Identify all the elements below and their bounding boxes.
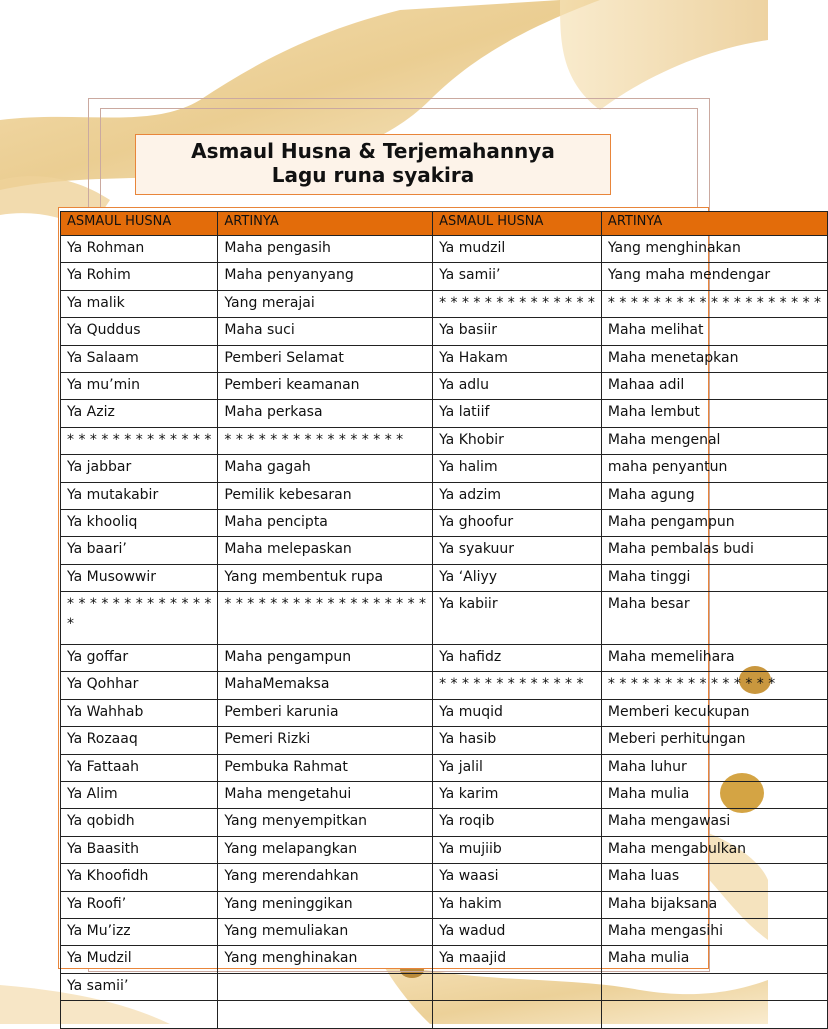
asmaul-husna-cell: Ya Rohim [61,263,218,290]
artinya-cell: Yang maha mendengar [601,263,827,290]
artinya-cell: Maha bijaksana [601,891,827,918]
asmaul-husna-cell: Ya malik [61,290,218,317]
column-header: ARTINYA [601,212,827,236]
asmaul-husna-cell: Ya baari’ [61,537,218,564]
asmaul-husna-cell: Ya ghoofur [433,509,602,536]
artinya-cell: Pemeri Rizki [218,727,433,754]
artinya-cell: Yang merajai [218,290,433,317]
asmaul-husna-cell: Ya Salaam [61,345,218,372]
artinya-cell: Maha tinggi [601,564,827,591]
artinya-cell: * * * * * * * * * * * * * * * * * * * [601,290,827,317]
artinya-cell: Maha menetapkan [601,345,827,372]
table-row [61,345,828,372]
artinya-cell: Maha luas [601,864,827,891]
asmaul-husna-cell: Ya mujiib [433,836,602,863]
asmaul-husna-cell: * * * * * * * * * * * * * * [61,592,218,645]
artinya-cell: Maha luhur [601,754,827,781]
table-row [61,400,828,427]
artinya-cell: Maha suci [218,318,433,345]
asmaul-husna-cell: Ya mudzil [433,236,602,263]
column-header: ASMAUL HUSNA [61,212,218,236]
asmaul-husna-cell: Ya kabiir [433,592,602,645]
artinya-cell: Yang meninggikan [218,891,433,918]
table-row [61,645,828,672]
table-row [61,427,828,454]
table-row [61,372,828,399]
artinya-cell: Maha mengasihi [601,918,827,945]
table-row [61,809,828,836]
artinya-cell: MahaMemaksa [218,672,433,699]
table-row [61,537,828,564]
asmaul-husna-cell: * * * * * * * * * * * * * * [433,290,602,317]
asmaul-husna-cell: Ya roqib [433,809,602,836]
artinya-cell [218,1001,433,1028]
artinya-cell: Mahaa adil [601,372,827,399]
asmaul-husna-cell: Ya samii’ [61,973,218,1000]
artinya-cell: Memberi kecukupan [601,699,827,726]
table-row [61,672,828,699]
artinya-cell: Maha perkasa [218,400,433,427]
artinya-cell: Pemberi Selamat [218,345,433,372]
asmaul-husna-cell: Ya adlu [433,372,602,399]
table-row [61,318,828,345]
asmaul-husna-cell: Ya Khoofidh [61,864,218,891]
asmaul-husna-cell: Ya waasi [433,864,602,891]
asmaul-husna-cell: Ya qobidh [61,809,218,836]
table-row [61,946,828,973]
asmaul-husna-cell: Ya muqid [433,699,602,726]
artinya-cell: Maha melihat [601,318,827,345]
artinya-cell: Maha memelihara [601,645,827,672]
asmaul-husna-cell: Ya khooliq [61,509,218,536]
page-title: Asmaul Husna & Terjemahannya [191,139,555,163]
artinya-cell: Pembuka Rahmat [218,754,433,781]
artinya-cell: Pemilik kebesaran [218,482,433,509]
asmaul-husna-cell: Ya basiir [433,318,602,345]
title-box [135,134,611,195]
table-row [61,836,828,863]
artinya-cell: * * * * * * * * * * * * * * * * [218,427,433,454]
artinya-cell: Yang melapangkan [218,836,433,863]
asmaul-husna-cell: Ya latiif [433,400,602,427]
artinya-cell: Maha lembut [601,400,827,427]
asmaul-husna-cell: Ya Wahhab [61,699,218,726]
asmaul-husna-cell: Ya hasib [433,727,602,754]
artinya-cell: Maha pengampun [218,645,433,672]
asmaul-husna-cell: Ya Baasith [61,836,218,863]
artinya-cell [601,1001,827,1028]
asmaul-husna-cell: Ya hafidz [433,645,602,672]
asmaul-husna-cell: Ya wadud [433,918,602,945]
asmaul-husna-cell: Ya goffar [61,645,218,672]
artinya-cell: Maha mengetahui [218,782,433,809]
table-header-row [61,212,828,236]
table-row [61,509,828,536]
artinya-cell: Yang menyempitkan [218,809,433,836]
artinya-cell: Maha agung [601,482,827,509]
asmaul-husna-cell: Ya halim [433,455,602,482]
artinya-cell: * * * * * * * * * * * * * * * * * * [218,592,433,645]
artinya-cell: * * * * * * * * * * * * * * * [601,672,827,699]
artinya-cell: Maha melepaskan [218,537,433,564]
asmaul-husna-cell: Ya Aziz [61,400,218,427]
artinya-cell: maha penyantun [601,455,827,482]
artinya-cell: Yang menghinakan [218,946,433,973]
table-row [61,236,828,263]
asmaul-husna-cell: Ya Mudzil [61,946,218,973]
table-row [61,263,828,290]
table-row [61,482,828,509]
table-row [61,592,828,645]
asmaul-husna-cell: Ya Musowwir [61,564,218,591]
table-row [61,782,828,809]
artinya-cell: Maha mengabulkan [601,836,827,863]
artinya-cell: Maha penyanyang [218,263,433,290]
asmaul-husna-cell: Ya jabbar [61,455,218,482]
table-row [61,727,828,754]
table-row [61,1001,828,1028]
asmaul-husna-cell: Ya Roofi’ [61,891,218,918]
table-row [61,973,828,1000]
artinya-cell: Maha mengenal [601,427,827,454]
asmaul-husna-cell: Ya Mu’izz [61,918,218,945]
asmaul-husna-cell: Ya Quddus [61,318,218,345]
asmaul-husna-table [60,211,828,1029]
artinya-cell: Yang merendahkan [218,864,433,891]
asmaul-husna-cell: Ya mu’min [61,372,218,399]
asmaul-husna-cell: Ya Khobir [433,427,602,454]
asmaul-husna-cell: Ya karim [433,782,602,809]
page-subtitle: Lagu runa syakira [271,163,475,187]
asmaul-husna-cell: Ya jalil [433,754,602,781]
table-row [61,699,828,726]
table-row [61,564,828,591]
asmaul-husna-cell: Ya Rohman [61,236,218,263]
asmaul-husna-cell: Ya mutakabir [61,482,218,509]
table-row [61,891,828,918]
asmaul-husna-cell: Ya Hakam [433,345,602,372]
column-header: ASMAUL HUSNA [433,212,602,236]
artinya-cell: Yang memuliakan [218,918,433,945]
asmaul-husna-cell [433,1001,602,1028]
artinya-cell: Maha gagah [218,455,433,482]
column-header: ARTINYA [218,212,433,236]
table-row [61,918,828,945]
asmaul-husna-cell: Ya maajid [433,946,602,973]
artinya-cell: Maha pengasih [218,236,433,263]
table-row [61,455,828,482]
asmaul-husna-cell [433,973,602,1000]
artinya-cell: Maha besar [601,592,827,645]
asmaul-husna-cell: Ya ‘Aliyy [433,564,602,591]
artinya-cell: Yang membentuk rupa [218,564,433,591]
asmaul-husna-cell [61,1001,218,1028]
artinya-cell [218,973,433,1000]
artinya-cell: Maha pembalas budi [601,537,827,564]
asmaul-husna-cell: Ya syakuur [433,537,602,564]
artinya-cell: Pemberi karunia [218,699,433,726]
table-row [61,864,828,891]
artinya-cell: Maha pengampun [601,509,827,536]
asmaul-husna-cell: Ya Rozaaq [61,727,218,754]
artinya-cell: Maha pencipta [218,509,433,536]
asmaul-husna-cell: Ya hakim [433,891,602,918]
asmaul-husna-cell: Ya adzim [433,482,602,509]
artinya-cell: Maha mulia [601,782,827,809]
asmaul-husna-cell: Ya samii’ [433,263,602,290]
table-row [61,290,828,317]
asmaul-husna-cell: * * * * * * * * * * * * * [61,427,218,454]
artinya-cell: Pemberi keamanan [218,372,433,399]
asmaul-husna-cell: Ya Fattaah [61,754,218,781]
artinya-cell: Maha mulia [601,946,827,973]
artinya-cell: Maha mengawasi [601,809,827,836]
artinya-cell: Yang menghinakan [601,236,827,263]
asmaul-husna-cell: Ya Alim [61,782,218,809]
asmaul-husna-cell: * * * * * * * * * * * * * [433,672,602,699]
artinya-cell [601,973,827,1000]
asmaul-husna-cell: Ya Qohhar [61,672,218,699]
table-row [61,754,828,781]
artinya-cell: Meberi perhitungan [601,727,827,754]
